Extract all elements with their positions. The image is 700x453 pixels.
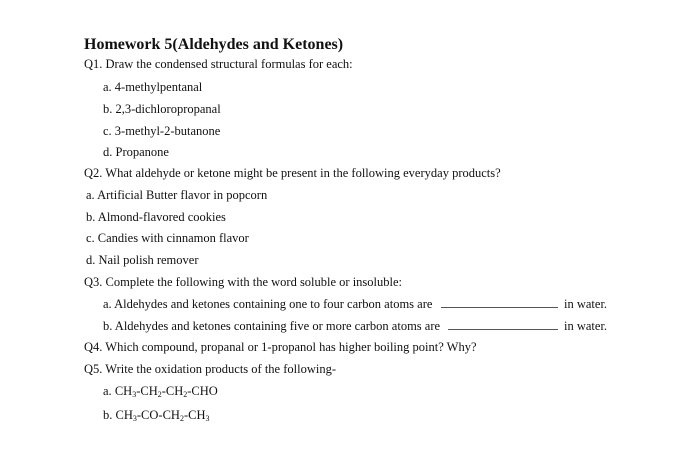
q2-item-d: d. Nail polish remover: [86, 253, 199, 267]
q5-item-a-label: a.: [103, 384, 112, 398]
formula-subscript: 3: [205, 414, 210, 423]
q5-item-b: [103, 407, 209, 423]
q1-item-b: b. 2,3-dichloropropanal: [103, 102, 221, 116]
q5-item-a: [103, 383, 218, 399]
q5-item-b-formula: [116, 408, 210, 422]
q3-item-b-text: b. Aldehydes and ketones containing five or more carbon atoms are: [103, 319, 441, 333]
page-title: Homework 5(Aldehydes and Ketones): [84, 36, 344, 53]
formula-text: -CHO: [187, 384, 218, 398]
q2-prompt: Q2. What aldehyde or ketone might be present in the following everyday products?: [84, 166, 501, 180]
q1-item-a: a. 4-methylpentanal: [103, 80, 203, 94]
q5-item-a-formula: [115, 384, 218, 398]
q5-item-b-label: b.: [103, 408, 113, 422]
formula-text: -CO-CH: [136, 408, 180, 422]
formula-text: -CH: [183, 408, 206, 422]
q2-item-c: c. Candies with cinnamon flavor: [86, 231, 249, 245]
formula-text: CH: [114, 384, 133, 398]
q3-item-b-blank[interactable]: [448, 329, 558, 330]
q1-item-d: d. Propanone: [103, 145, 169, 159]
q1-item-c: c. 3-methyl-2-butanone: [103, 124, 221, 138]
formula-subscript: 2: [179, 414, 184, 423]
q3-item-a-blank[interactable]: [441, 307, 558, 308]
formula-text: CH: [115, 408, 133, 422]
formula-subscript: 3: [132, 414, 137, 423]
q3-item-b-suffix: in water.: [564, 319, 608, 333]
formula-subscript: 3: [132, 390, 137, 399]
formula-text: -CH: [136, 384, 158, 398]
formula-text: -CH: [161, 384, 184, 398]
q2-item-a: a. Artificial Butter flavor in popcorn: [86, 188, 268, 202]
q5-prompt: Q5. Write the oxidation products of the following-: [84, 362, 336, 376]
q2-item-b: b. Almond-flavored cookies: [86, 210, 226, 224]
q1-prompt: Q1. Draw the condensed structural formulas for each:: [84, 57, 353, 71]
formula-subscript: 2: [183, 390, 188, 399]
q4-prompt: Q4. Which compound, propanal or 1-propanol has higher boiling point? Why?: [84, 340, 477, 354]
q3-item-a-suffix: in water.: [564, 297, 608, 311]
q3-item-a-text: a. Aldehydes and ketones containing one to four carbon atoms are: [103, 297, 433, 311]
formula-subscript: 2: [157, 390, 162, 399]
q3-prompt: Q3. Complete the following with the word soluble or insoluble:: [84, 275, 403, 289]
